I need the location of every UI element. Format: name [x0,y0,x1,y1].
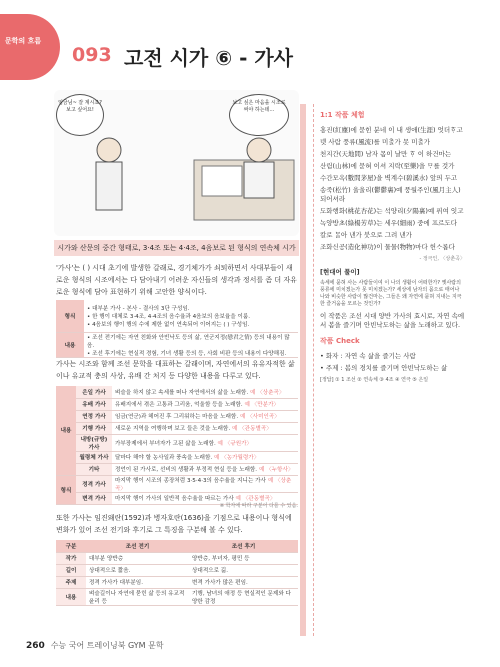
cell: 양반층, 부녀자, 평민 등 [189,552,298,564]
table-row [56,576,298,588]
book-title: 수능 국어 트레이닝북 GYM 문학 [50,641,164,650]
sidebar-panel [313,104,465,636]
genre-name: 연정 가사 [76,410,112,422]
row-line: • 조선 후기에는 현실적 경험, 기녀 생활 등의 등, 사회 비판 등의 내용이 다양해짐. [87,350,287,357]
period-table [56,540,298,606]
genre-name: 기타 [76,463,112,475]
cell: 벼슬길이나 자연에 묻힌 삶 등의 유교적 윤리 등 [86,588,189,605]
genre-name: 정격 가사 [76,475,112,492]
poem-line: 녹양방초(綠楊芳草)는 세우(細雨) 중에 프르도다 [320,219,457,227]
table-row [56,398,298,410]
page-footer [26,640,164,651]
genre-desc: 달마다 해야 할 농사일과 풍속을 노래함. 예 〈농가월령가〉 [112,451,298,463]
page-number: 260 [26,641,45,651]
cell: 상대적으로 긺. [189,564,298,576]
poem-line: 수간모옥(數間茅屋)을 벽계수(碧溪水) 앞픠 두고 [320,174,458,182]
cell: 상대적으로 짧음. [86,564,189,576]
genre-desc: 마지막 행이 시조의 종장처럼 3·5·4·3의 음수율을 지니는 가사 예 〈상춘곡〉 [112,475,298,492]
explanation-text: 속세에 묻혀 사는 사람들이여 이 나의 생활이 어떠한가? 옛사람의 풍류에 미치겠는가 못 미치겠는가? 세상에 남자의 몸으로 태어나 나와 비슷한 사람이 많건마는, 그들은 왜 자연에 묻혀 지내는 지극한 즐거움을 모르는 것인가? [320,280,462,307]
table-note: ※ 학자에 따라 구분이 다를 수 있음. [219,503,298,509]
qa-text: 이 작품은 조선 시대 양반 가사의 효시로, 자연 속에서 봄을 즐기며 안빈낙도하는 삶을 노래하고 있다. [320,312,465,329]
table-row [56,588,298,605]
table-row [56,410,298,422]
middle-paragraph: 가사는 시조와 함께 조선 문학을 대표하는 갈래이며, 자연에서의 유유자적한 삶이나 유교적 충의 사상, 유배 간 처지 등 다양한 내용을 다루고 있다. [56,360,295,380]
table-row [56,463,298,475]
row-cell [84,300,298,332]
row-line: • 4음보의 행이 행의 수에 제한 없이 연속되어 이어지는 ( ) 구성임. [87,321,250,328]
table-row [56,564,298,576]
poem-line: 칼로 ᄆᆞᆯ아 낸가 붓으로 그려 낸가 [320,231,412,239]
group-head: 형식 [56,475,76,504]
genre-desc: 임금(연군)과 헤어진 후 그리워하는 마음을 노래함. 예 〈사미인곡〉 [112,410,298,422]
genre-desc: 새로운 지역을 여행하며 보고 들은 것을 노래함. 예 〈관동별곡〉 [112,422,298,434]
speech-bubble-left: 임금님~ 잘 계시죠? 보고 싶어요! [56,94,104,136]
cell: 정격 가사가 대부분임. [86,576,189,588]
side-bar [300,104,306,636]
check-heading: 작품 Check [320,337,360,345]
genre-desc: 정언이 된 가사로, 선비의 생활과 부정적 현실 등을 노래함. 예 〈누항사〉 [112,463,298,475]
poem-line: 도화행화(桃花杏花)는 석양리(夕陽裏)예 퓌여 잇고 [320,207,464,215]
row-head: 내용 [56,332,84,357]
table-row [56,300,298,332]
genre-name: 내방(규방) 가사 [76,434,112,451]
section-tab-label: 문학의 흐름 [4,37,42,45]
col-head: 조선 전기 [86,540,189,552]
explanation-heading: [현대어 풀이] [320,268,360,276]
answer-line: [정답] ① 1 조선 ② 연속체 ③ 4조 ④ 연극 ⑤ 은일 [320,377,429,383]
poem-line: 천지간(天地間) 남자 몸이 날만 ᄒᆞ 이 하건마는 [320,150,452,158]
col-head: 조선 후기 [189,540,298,552]
table-row [56,540,298,552]
check-item: • 주제 : 봄의 경치를 즐기며 안빈낙도하는 삶 [320,364,448,372]
cell: 주제 [56,576,86,588]
poem-line: 송죽(松竹) 울울리(鬱鬱裏)예 풍월주인(風月主人) 되어셔라 [320,186,461,203]
genre-name: 월령체 가사 [76,451,112,463]
genre-name: 변격 가사 [76,492,112,504]
poem-line: 조화신공(造化神功)이 물물(物物)마다 헌ᄉᆞ롭다 [320,243,455,251]
section-tab [0,14,60,80]
summary-box: 시가와 산문의 중간 형태로, 3·4조 또는 4·4조, 4음보로 된 형식의 연속체 시가 [54,240,299,256]
table-row [56,332,298,357]
col-head: 구분 [56,540,86,552]
compare-paragraph: 또한 가사는 임진왜란(1592)과 병자호란(1636)을 기점으로 내용이나 형식에 변화가 있어 조선 전기와 후기로 그 특징을 구분해 볼 수 있다. [56,514,292,534]
cell: 대부분 양반층 [86,552,189,564]
poem-caption: - 정극인, 〈상춘곡〉 [419,256,465,262]
poem-line: 산림(山林)에 묻혀 이셔 지락(至樂)을 ᄆᆞ를 것가 [320,162,455,170]
table-row [56,451,298,463]
poem-line: 홍진(紅塵)에 묻힌 분네 이 내 생애(生涯) 엇더ᄒᆞ고 [320,126,463,134]
check-item: • 화자 : 자연 속 삶을 즐기는 사람 [320,352,416,360]
genre-name: 은일 가사 [76,386,112,398]
group-head: 내용 [56,386,76,475]
table-row [56,434,298,451]
cell: 내용 [56,588,86,605]
table-row [56,386,298,398]
cell: 기행, 남녀의 애정 등 현실적인 문제와 다양한 감정 [189,588,298,605]
speech-bubble-right: 보고 싶은 마음을 시조로 써야 하는데… [229,94,289,136]
lesson-number: 093 [72,44,112,66]
page-title: 고전 시가 ⑥ - 가사 [124,46,294,70]
row-line: • 대부분 가사 - 본사 - 결사의 3단 구성임. [87,305,190,312]
cell: 변격 가사가 많은 편임. [189,576,298,588]
genre-desc: 가부장제에서 부녀자가 고된 삶을 노래함. 예 〈규원가〉 [112,434,298,451]
table-row [56,422,298,434]
row-line: • 조선 전기에는 자연 친화와 안빈낙도 등의 삶, 연군지정(戀君之情) 등의 내용이 많음. [87,334,290,349]
genre-name: 유배 가사 [76,398,112,410]
poem-line: 녯 사람 풍류(風流)를 미ᄎᆞᆯ가 못 미ᄎᆞᆯ가 [320,138,431,146]
row-cell [84,332,298,357]
illustration [54,90,299,236]
genre-table [56,386,298,505]
genre-desc: 유배지에서 겪은 고통과 그리움, 억울함 등을 노래함. 예 〈만분가〉 [112,398,298,410]
sidebar-heading: 1:1 작품 체험 [320,111,365,119]
genre-desc: 벼슬을 하지 않고 속세를 떠나 자연에서의 삶을 노래함. 예 〈상춘곡〉 [112,386,298,398]
genre-desc: 마지막 행이 가사의 일반적 음수율을 따르는 가사 예 〈관동별곡〉 [112,492,298,504]
row-line: • 한 행이 대체로 3·4조, 4·4조의 음수율과 4음보의 음보율을 이룸. [87,313,251,320]
cell: 길이 [56,564,86,576]
intro-paragraph: '가사'는 ( ) 시대 초기에 발생한 갈래로, 경기체가가 쇠퇴하면서 사대부들이 새로운 형식의 시조에서는 다 담아내기 어려운 자신들의 생각과 정서를 좀 더 자유로운 형식에 담아 표현하기 위해 고안한 양식이다. [56,264,297,296]
table-row [56,475,298,492]
genre-name: 기행 가사 [76,422,112,434]
form-content-table [56,300,298,358]
row-head: 형식 [56,300,84,332]
cell: 작가 [56,552,86,564]
table-row [56,552,298,564]
